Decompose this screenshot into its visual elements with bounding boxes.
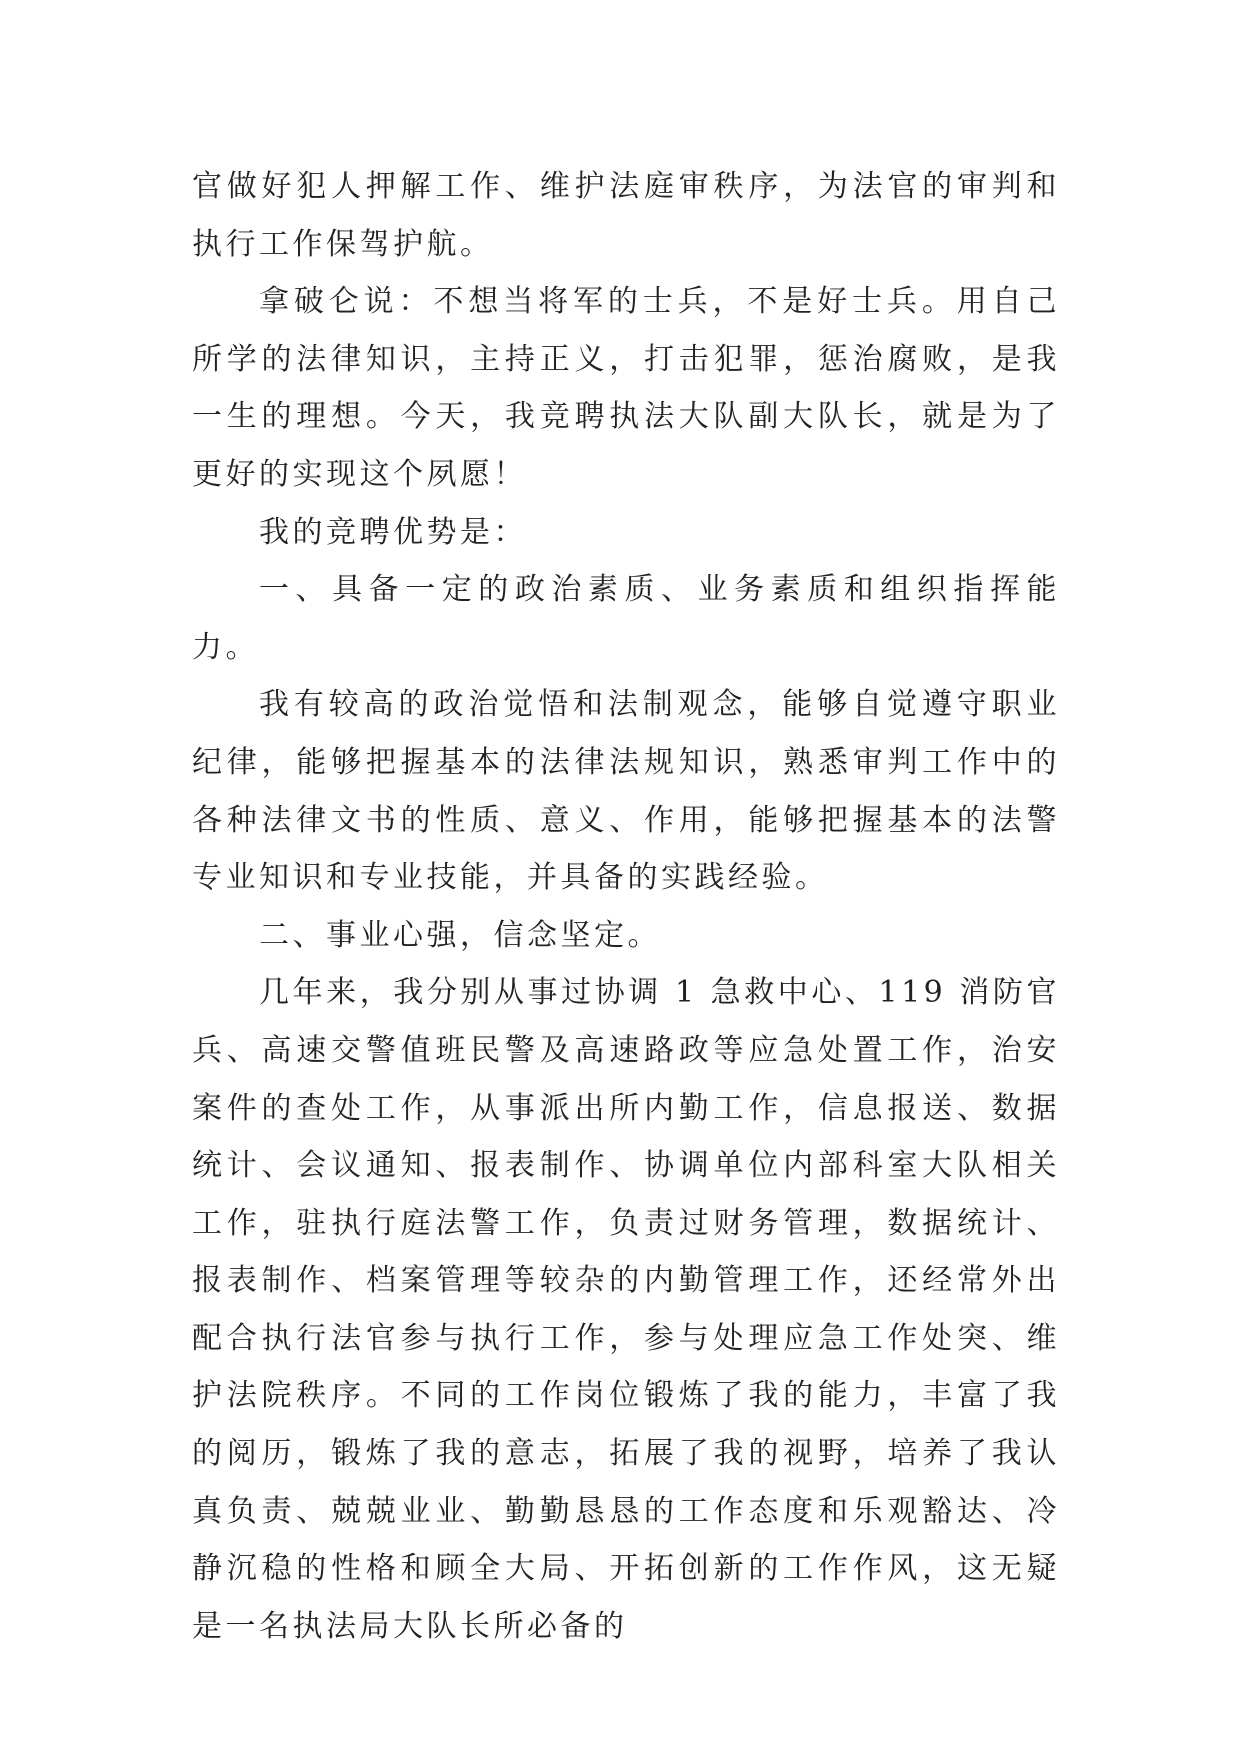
section-heading-one: 一、具备一定的政治素质、业务素质和组织指挥能力。 [192, 572, 1060, 665]
paragraph-experience: 几年来，我分别从事过协调 1 急救中心、119 消防官兵、高速交警值班民警及高速路政等应急处置工作，治安案件的查处工作，从事派出所内勤工作，信息报送、数据统计、会议通知、报表制作、协调单位内部科室大队相关工作，驻执行庭法警工作，负责过财务管理，数据统计、报表制作、档案管理等较杂的内勤管理工作，还经常外出配合执行法官参与执行工作，参与处理应急工作处突、维护法院秩序。不同的工作岗位锻炼了我的能力，丰富了我的阅历，锻炼了我的意志，拓展了我的视野，培养了我认真负责、兢兢业业、勤勤恳恳的工作态度和乐观豁达、冷静沉稳的性格和顾全大局、开拓创新的工作作风，这无疑是一名执法局大队长所必备的 [192, 975, 1060, 1644]
section-heading-two: 二、事业心强，信念坚定。 [259, 917, 661, 953]
paragraph-advantages-intro: 我的竞聘优势是： [259, 514, 527, 550]
paragraph-political-quality: 我有较高的政治觉悟和法制观念，能够自觉遵守职业纪律，能够把握基本的法律法规知识，熟悉审判工作中的各种法律文书的性质、意义、作用，能够把握基本的法警专业知识和专业技能，并具备的实践经验。 [192, 687, 1060, 896]
document-body [192, 158, 1060, 1655]
paragraph-napoleon-quote: 拿破仑说：不想当将军的士兵，不是好士兵。用自己所学的法律知识，主持正义，打击犯罪，惩治腐败，是我一生的理想。今天，我竞聘执法大队副大队长，就是为了更好的实现这个夙愿！ [192, 284, 1060, 492]
paragraph-continuation: 官做好犯人押解工作、维护法庭审秩序，为法官的审判和执行工作保驾护航。 [192, 169, 1060, 262]
